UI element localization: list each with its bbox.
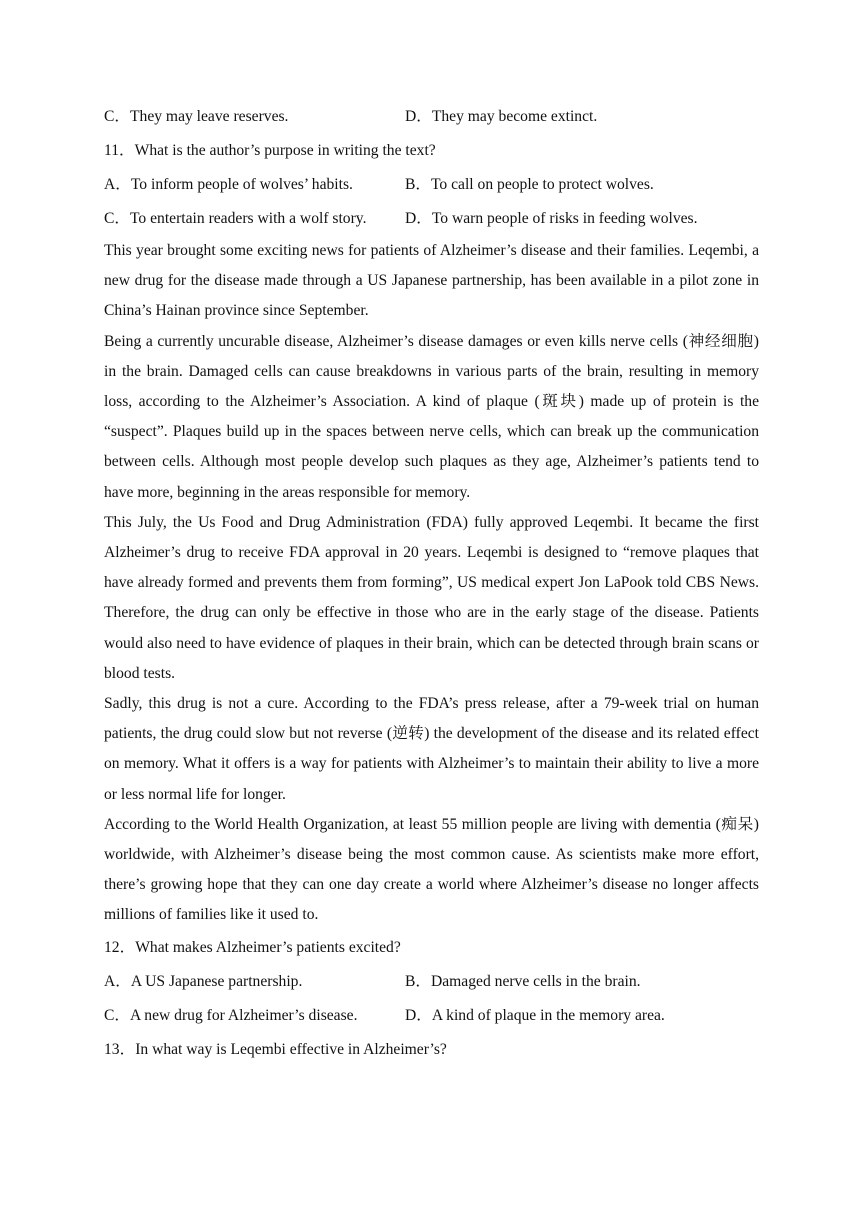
q12-options-row-ab [104, 965, 759, 999]
q11-options-row-ab [104, 168, 759, 202]
passage-paragraph-4: Sadly, this drug is not a cure. According to the FDA’s press release, after a 79-week trial on human patients, the drug could slow but not reverse (逆转) the development of the disease and its related effect on memory. What it offers is a way for patients with Alzheimer’s to maintain their ability to live a more or less normal life for longer. [104, 695, 759, 803]
q10-option-c: C．They may leave reserves. [104, 108, 289, 125]
q11-options-row-cd [104, 202, 759, 236]
passage-paragraph-2: Being a currently uncurable disease, Alzheimer’s disease damages or even kills nerve cells (神经细胞) in the brain. Damaged cells can cause breakdowns in various parts of the brain, resulting in memory loss, according to the Alzheimer’s Association. A kind of plaque (斑块) made up of protein is the “suspect”. Plaques build up in the spaces between nerve cells, which can break up the communication between cells. Although most people develop such plaques as they age, Alzheimer’s patients tend to have more, beginning in the areas responsible for memory. [104, 332, 759, 501]
q11-option-c: C．To entertain readers with a wolf story. [104, 210, 367, 227]
q12-options-row-cd [104, 999, 759, 1033]
passage-paragraph-5: According to the World Health Organization, at least 55 million people are living with dementia (痴呆) worldwide, with Alzheimer’s disease being the most common cause. As scientists make more effort, there’s growing hope that they can one day create a world where Alzheimer’s disease no longer affects millions of families like it used to. [104, 815, 759, 924]
q12-option-a: A．A US Japanese partnership. [104, 972, 303, 990]
q12-option-d: D．A kind of plaque in the memory area. [405, 1006, 665, 1024]
q12-option-c: C．A new drug for Alzheimer’s disease. [104, 1006, 358, 1024]
q11-option-d: D．To warn people of risks in feeding wolves. [405, 210, 698, 227]
q11-option-a: A．To inform people of wolves’ habits. [104, 176, 353, 193]
q11-question: 11．What is the author’s purpose in writing the text? [104, 142, 436, 159]
exam-page [104, 100, 759, 1067]
q12-question: 12．What makes Alzheimer’s patients excited? [104, 938, 401, 956]
passage-paragraph-3: This July, the Us Food and Drug Administration (FDA) fully approved Leqembi. It became the first Alzheimer’s drug to receive FDA approval in 20 years. Leqembi is designed to “remove plaques that have already formed and prevents them from forming”, US medical expert Jon LaPook told CBS News. Therefore, the drug can only be effective in those who are in the early stage of the disease. Patients would also need to have evidence of plaques in their brain, which can be detected through brain scans or blood tests. [104, 513, 759, 682]
q10-options-row-cd [104, 100, 759, 134]
q10-option-d: D．They may become extinct. [405, 108, 598, 125]
q13-question: 13．In what way is Leqembi effective in Alzheimer’s? [104, 1040, 447, 1058]
q12-option-b: B．Damaged nerve cells in the brain. [405, 972, 641, 990]
passage-paragraph-1: This year brought some exciting news for patients of Alzheimer’s disease and their families. Leqembi, a new drug for the disease made through a US Japanese partnership, has been available in a pilot zone in China’s Hainan province since September. [104, 242, 759, 320]
q11-option-b: B．To call on people to protect wolves. [405, 176, 654, 193]
